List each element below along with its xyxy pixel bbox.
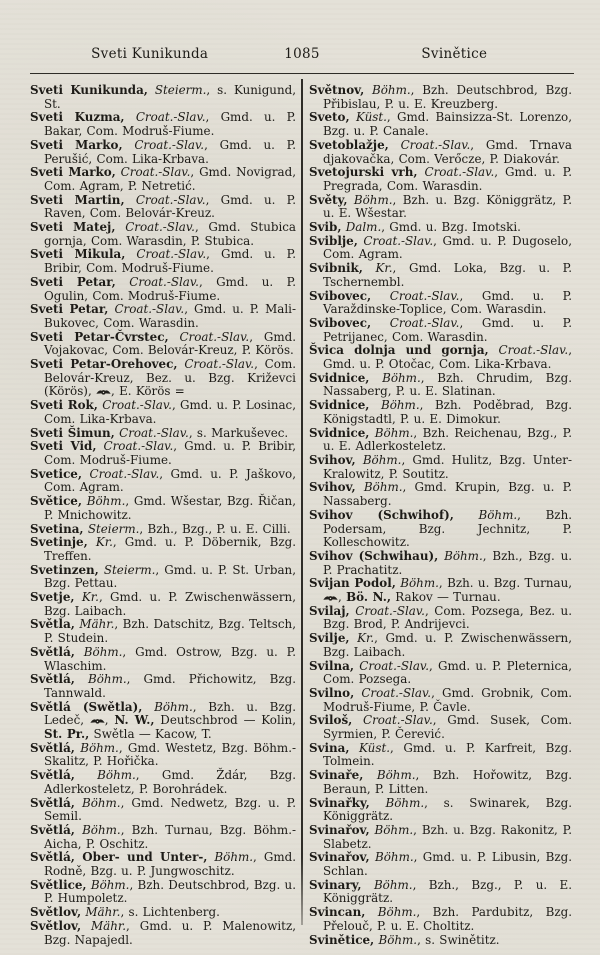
- gazetteer-entry: [30, 194, 296, 221]
- gazetteer-entry: [30, 248, 296, 275]
- entry-headword: Svilno,: [309, 685, 355, 700]
- entry-text: , Gmd. Wšestar, Bzg. Řičan, P. Mnichowitz.: [44, 494, 296, 522]
- entry-text: , Gmd. Bainsizza-St. Lorenzo, Bzg. u. P. Canale.: [323, 110, 572, 139]
- entry-region-abbr: Croat.-Slav.: [82, 466, 160, 481]
- entry-headword: Svihov,: [309, 480, 356, 495]
- entry-text: , Gmd. u. P. Losinac, Com. Lika-Krbava.: [44, 398, 297, 426]
- entry-region-abbr: Kr.: [362, 261, 393, 276]
- entry-region-abbr: Croat.-Slav.: [417, 165, 495, 180]
- entry-text: , Gmd. Přichowitz, Bzg. Tannwald.: [44, 672, 296, 700]
- entry-headword: Světlá,: [30, 768, 75, 783]
- right-column: [309, 84, 572, 947]
- gazetteer-entry: [309, 632, 572, 659]
- entry-text: Swětla — Kacow, T.: [89, 727, 212, 742]
- entry-headword: Světlá, Ober- und Unter-,: [30, 850, 208, 865]
- entry-headword: Svidnice,: [309, 398, 370, 413]
- gazetteer-entry: [309, 235, 572, 262]
- entry-headword: Sveti Kunikunda,: [30, 83, 148, 97]
- entry-text: , Bzh. Deutschbrod, Bzg. u. P. Humpoletz.: [44, 877, 296, 906]
- gazetteer-entry: [30, 427, 296, 441]
- entry-headword: Světice,: [30, 494, 83, 509]
- entry-text: , Gmd. u. P. Karfreit, Bzg. Tolmein.: [323, 740, 572, 769]
- entry-text: , Gmd. u. P. Raven, Com. Belovár-Kreuz.: [44, 192, 297, 221]
- entry-text: , s. Swinarek, Bzg. Königgrätz.: [323, 795, 572, 824]
- gazetteer-entry: [309, 454, 572, 481]
- entry-text: , Com. Belovár-Kreuz, Bez. u. Bzg. Križevci (Körös),: [44, 357, 296, 399]
- entry-text: , Bzh., Bzg., P. u. E. Königgrätz.: [323, 877, 572, 906]
- entry-headword: Sveti Marko,: [30, 165, 116, 180]
- entry-region-abbr: Böhm.: [74, 822, 121, 837]
- entry-region-abbr: Böhm.: [395, 576, 439, 591]
- gazetteer-entry: [309, 906, 572, 933]
- gazetteer-entry: [30, 618, 296, 645]
- entry-region-abbr: Böhm.: [355, 452, 402, 467]
- entry-region-abbr: Mähr.: [74, 617, 115, 632]
- entry-text: , s. Markuševec.: [188, 425, 289, 440]
- entry-headword: Sveti Matej,: [30, 220, 116, 235]
- entry-headword: Světla,: [30, 617, 75, 632]
- entry-region-abbr: Böhm.: [453, 507, 518, 522]
- entry-text: , Bzh. u. Bzg. Königgrätz, P. u. E. Wšestar.: [323, 192, 572, 221]
- gazetteer-entry: [309, 481, 572, 508]
- entry-region-abbr: Böhm.: [369, 822, 414, 837]
- entry-region-abbr: Croat.-Slav.: [124, 110, 206, 125]
- entry-text: , Gmd. u. P. Libusin, Bzg. Schlan.: [323, 850, 573, 879]
- entry-region-abbr: Croat.-Slav.: [108, 302, 185, 317]
- entry-headword: Sveti Martin,: [30, 192, 125, 207]
- entry-region-abbr: Kr.: [87, 535, 113, 550]
- entry-text: , Bzh., Bzg. u. P. Prachatitz.: [323, 548, 573, 577]
- entry-text: , Gmd. u. P. Perušić, Com. Lika-Krbava.: [44, 137, 297, 166]
- entry-text: , s. Kunigund, St.: [44, 83, 297, 111]
- entry-region-abbr: Croat.-Slav.: [114, 425, 189, 440]
- entry-headword: Světlá,: [30, 740, 75, 755]
- entry-text: , Bzh. Chrudim, Bzg. Nassaberg, P. u. E. Slatinan.: [323, 370, 573, 399]
- entry-headword: Sveti Marko,: [30, 137, 123, 152]
- gazetteer-entry: [309, 577, 572, 604]
- entry-headword: Svinětice,: [309, 932, 375, 947]
- entry-headword: Svinaře,: [309, 768, 364, 783]
- entry-region-abbr: Böhm.: [374, 932, 418, 947]
- gazetteer-entry: [309, 797, 572, 824]
- entry-headword: Světlá,: [30, 644, 75, 659]
- entry-headword: Svetojurski vrh,: [309, 165, 418, 180]
- gazetteer-entry: [309, 714, 572, 741]
- gazetteer-entry: [30, 673, 296, 700]
- entry-region-abbr: Croat.-Slav.: [371, 288, 460, 303]
- gazetteer-entry: [30, 742, 296, 769]
- entry-headword: Svinary,: [309, 877, 362, 892]
- entry-headword: Světy,: [309, 192, 348, 207]
- entry-region-abbr: Böhm.: [369, 370, 421, 385]
- gazetteer-entry: [30, 495, 296, 522]
- gazetteer-entry: [30, 276, 296, 303]
- entry-headword: Svina,: [309, 740, 350, 755]
- entry-region-abbr: Kr.: [74, 590, 99, 605]
- entry-region-abbr: Croat.-Slav.: [352, 713, 433, 728]
- entry-text: , Bzh. Turnau, Bzg. Böhm.-Aicha, P. Oschitz.: [44, 822, 296, 851]
- entry-text: , Bzh. u. Bzg. Turnau,: [438, 576, 573, 591]
- entry-region-abbr: Croat.-Slav.: [357, 233, 434, 248]
- column-divider: [301, 79, 303, 925]
- entry-headword: Svihov (Schwihof),: [309, 507, 454, 522]
- page-header: [30, 46, 574, 62]
- gazetteer-entry: [309, 262, 572, 289]
- entry-region-abbr: Croat.-Slav.: [115, 165, 191, 180]
- entry-text: , Gmd. Westetz, Bzg. Böhm.-Skalitz, P. Hořička.: [44, 740, 296, 769]
- entry-text: , Bzh. Deutschbrod, Bzg. Přibislau, P. u. E. Kreuzberg.: [323, 83, 572, 111]
- entry-headword: Svibovec,: [309, 315, 372, 330]
- page-number: 1085: [284, 46, 320, 62]
- entry-region-abbr: Croat.-Slav.: [124, 192, 206, 207]
- entry-text: ,: [338, 590, 347, 605]
- entry-region-abbr: Küst.: [349, 110, 387, 125]
- gazetteer-entry: [30, 591, 296, 618]
- gazetteer-entry: [309, 660, 572, 687]
- gazetteer-entry: [30, 221, 296, 248]
- gazetteer-entry: [30, 523, 296, 537]
- entry-headword: Sviblje,: [309, 233, 358, 248]
- gazetteer-entry: [309, 687, 572, 714]
- gazetteer-entry: [309, 742, 572, 769]
- gazetteer-entry: [30, 646, 296, 673]
- entry-headword: Sveti Kuzma,: [30, 110, 125, 125]
- entry-region-abbr: Croat.-Slav.: [122, 137, 205, 152]
- entry-headword: Svinařov,: [309, 850, 370, 865]
- entry-text: , Bzh. Reichenau, Bzg., P. u. E. Adlerkosteletz.: [323, 425, 572, 454]
- gazetteer-entry: [309, 769, 572, 796]
- entry-headword: St. Pr.,: [44, 727, 90, 742]
- entry-headword: Svincan,: [309, 905, 366, 920]
- gazetteer-entry: [309, 344, 572, 371]
- entry-region-abbr: Croat.-Slav.: [488, 343, 569, 358]
- gazetteer-entry: [309, 605, 572, 632]
- entry-region-abbr: Dalm.: [341, 220, 382, 235]
- entry-text: , Gmd. u. P. Malenowitz, Bzg. Napajedl.: [44, 918, 296, 947]
- entry-headword: Světlice,: [30, 877, 87, 892]
- gazetteer-entry: [30, 769, 296, 796]
- entry-text: , Gmd. u. P. Pregrada, Com. Warasdin.: [323, 165, 573, 193]
- railway-winged-wheel-icon: [90, 717, 105, 725]
- entry-region-abbr: Böhm.: [347, 192, 393, 207]
- entry-region-abbr: Böhm.: [369, 398, 420, 413]
- gazetteer-entry: [30, 303, 296, 330]
- entry-text: Rakov — Turnau.: [391, 590, 501, 605]
- entry-text: , Gmd. u. P. Mali-Bukovec, Com. Warasdin.: [44, 302, 296, 330]
- entry-region-abbr: Steierm.: [147, 83, 207, 97]
- entry-text: , Gmd. u. P. Petrijanec, Com. Warasdin.: [323, 315, 572, 344]
- gazetteer-entry: [309, 372, 572, 399]
- gazetteer-entry: [309, 139, 572, 166]
- entry-region-abbr: Böhm.: [365, 905, 417, 920]
- entry-region-abbr: Böhm.: [74, 740, 119, 755]
- entry-region-abbr: Böhm.: [74, 644, 123, 659]
- entry-headword: N. W.,: [114, 713, 155, 728]
- entry-text: , Bzh. Hořowitz, Bzg. Beraun, P. Litten.: [323, 768, 572, 796]
- entry-region-abbr: Croat.-Slav.: [354, 658, 429, 673]
- entry-text: , Gmd. u. P. Ogulin, Com. Modruš-Fiume.: [44, 274, 297, 303]
- entry-text: , Bzh. Datschitz, Bzg. Teltsch, P. Studein.: [44, 617, 296, 646]
- entry-region-abbr: Croat.-Slav.: [388, 137, 471, 152]
- entry-region-abbr: Böhm.: [142, 699, 193, 714]
- gazetteer-entry: [309, 290, 572, 317]
- entry-text: , Com. Pozsega, Bez. u. Bzg. Brod, P. Andrijevci.: [323, 603, 572, 632]
- entry-region-abbr: Steierm.: [83, 521, 140, 536]
- entry-headword: Svetinje,: [30, 535, 88, 550]
- entry-text: , s. Lichtenberg.: [120, 905, 220, 920]
- gazetteer-entry: [30, 166, 296, 193]
- entry-headword: Svetina,: [30, 521, 84, 536]
- entry-text: , Gmd. u. P. Varaždinske-Toplice, Com. Warasdin.: [323, 288, 572, 317]
- gazetteer-entry: [309, 221, 572, 235]
- entry-region-abbr: Mähr.: [81, 918, 127, 933]
- entry-headword: Světlá (Swětla),: [30, 699, 143, 714]
- entry-text: , E. Körös =: [111, 384, 185, 399]
- entry-text: , Gmd. Vojakovac, Com. Belovár-Kreuz, P. Körös.: [44, 329, 296, 358]
- gazetteer-entry: [309, 84, 572, 111]
- gazetteer-entry: [30, 358, 296, 399]
- entry-region-abbr: Böhm.: [86, 877, 130, 892]
- gazetteer-entry: [30, 797, 296, 824]
- gazetteer-entry: [30, 920, 296, 947]
- entry-text: , Gmd. u. P. Zwischenwässern, Bzg. Laibach.: [44, 590, 296, 618]
- entry-text: , Gmd. Stubica gornja, Com. Warasdin, P. Stubica.: [44, 220, 297, 248]
- entry-text: , Gmd. u. P. Döbernik, Bzg. Treffen.: [44, 535, 296, 563]
- entry-text: , Gmd. Ostrow, Bzg. u. P. Wlaschim.: [44, 644, 297, 673]
- entry-region-abbr: Croat.-Slav.: [371, 315, 460, 330]
- gazetteer-entry: [30, 440, 296, 467]
- left-column: [30, 84, 296, 947]
- entry-headword: Sveti Vid,: [30, 439, 97, 454]
- entry-text: ,: [104, 713, 115, 728]
- entry-region-abbr: Böhm.: [363, 768, 416, 783]
- entry-region-abbr: Böhm.: [361, 877, 413, 892]
- entry-text: , Gmd. u. P. Otočac, Com. Lika-Krbava.: [323, 343, 572, 372]
- gazetteer-entry: [30, 701, 296, 742]
- gazetteer-entry: [309, 111, 572, 138]
- entry-text: , s. Swinětitz.: [417, 932, 500, 947]
- entry-text: , Gmd. u. P. Bribir, Com. Modruš-Fiume.: [44, 247, 296, 276]
- entry-headword: Světlá,: [30, 672, 75, 687]
- entry-headword: Svetinzen,: [30, 562, 99, 577]
- running-head-right: Svinětice: [421, 46, 488, 62]
- entry-region-abbr: Böhm.: [74, 768, 136, 783]
- railway-winged-wheel-icon: [96, 388, 111, 396]
- entry-text: , Gmd. Susek, Com. Syrmien, P. Čerević.: [323, 713, 572, 742]
- entry-region-abbr: Croat.-Slav.: [125, 247, 207, 262]
- entry-text: , Gmd. u. Bzg. Imotski.: [381, 220, 521, 235]
- gazetteer-entry: [30, 906, 296, 920]
- gazetteer-entry: [30, 399, 296, 426]
- entry-region-abbr: Croat.-Slav.: [349, 603, 425, 618]
- entry-text: , Gmd. Ždár, Bzg. Adlerkosteletz, P. Borohrádek.: [44, 768, 297, 796]
- entry-headword: Svidnice,: [309, 425, 370, 440]
- gazetteer-entry: [30, 468, 296, 495]
- entry-headword: Svinařky,: [309, 795, 370, 810]
- entry-region-abbr: Croat.-Slav.: [115, 220, 195, 235]
- entry-text: , Gmd. Nedwetz, Bzg. u. P. Semil.: [44, 795, 297, 824]
- gazetteer-entry: [30, 564, 296, 591]
- entry-text: , Gmd. Loka, Bzg. u. P. Tschernembl.: [323, 261, 572, 289]
- entry-headword: Sveti Petar,: [30, 274, 116, 289]
- entry-region-abbr: Böhm.: [207, 850, 254, 865]
- railway-winged-wheel-icon: [323, 594, 338, 602]
- entry-headword: Sveti Petar-Čvrstec,: [30, 329, 169, 344]
- entry-region-abbr: Mähr.: [81, 905, 121, 920]
- gazetteer-entry: [30, 111, 296, 138]
- entry-region-abbr: Croat.-Slav.: [168, 329, 250, 344]
- gazetteer-entry: [309, 399, 572, 426]
- entry-headword: Světlov,: [30, 905, 82, 920]
- entry-text: , Gmd. u. P. St. Urban, Bzg. Pettau.: [44, 562, 296, 591]
- header-rule: [30, 73, 574, 74]
- gazetteer-entry: [30, 824, 296, 851]
- entry-headword: Svidnice,: [309, 370, 370, 385]
- entry-region-abbr: Croat.-Slav.: [177, 357, 255, 372]
- gazetteer-entry: [30, 331, 296, 358]
- gazetteer-entry: [30, 851, 296, 878]
- entry-region-abbr: Croat.-Slav.: [354, 685, 432, 700]
- entry-headword: Svihov (Schwihau),: [309, 548, 439, 563]
- entry-headword: Svilje,: [309, 631, 350, 646]
- gazetteer-entry: [30, 536, 296, 563]
- entry-headword: Sveti Petar-Orehovec,: [30, 357, 178, 372]
- entry-headword: Svilaj,: [309, 603, 350, 618]
- entry-text: , Gmd. u. P. Jaškovo, Com. Agram.: [44, 466, 296, 495]
- entry-headword: Světlá,: [30, 795, 75, 810]
- entry-text: , Gmd. u. P. Bakar, Com. Modruš-Fiume.: [44, 110, 297, 139]
- entry-text: , Gmd. Rodně, Bzg. u. P. Jungwoschitz.: [44, 850, 296, 879]
- gazetteer-entry: [309, 934, 572, 948]
- entry-text: , Bzh. u. Bzg. Ledeč,: [44, 699, 296, 728]
- gazetteer-entry: [30, 879, 296, 906]
- entry-headword: Svilna,: [309, 658, 355, 673]
- entry-text: , Gmd. Hulitz, Bzg. Unter-Kralowitz, P. Soutitz.: [323, 452, 572, 481]
- entry-text: , Gmd. Grobnik, Com. Modruš-Fiume, P. Čavle.: [323, 685, 572, 714]
- entry-headword: Svetoblažje,: [309, 137, 389, 152]
- gazetteer-entry: [309, 879, 572, 906]
- entry-text: , Gmd. u. P. Pleternica, Com. Pozsega.: [323, 658, 572, 687]
- entry-text: , Bzh., Bzg., P. u. E. Cilli.: [139, 521, 291, 536]
- entry-region-abbr: Croat.-Slav.: [115, 274, 199, 289]
- entry-text: , Bzh. Pardubitz, Bzg. Přelouč, P. u. E. Choltitz.: [323, 905, 573, 933]
- gazetteer-entry: [30, 84, 296, 111]
- entry-region-abbr: Küst.: [349, 740, 390, 755]
- gazetteer-entry: [309, 824, 572, 851]
- entry-region-abbr: Böhm.: [369, 425, 414, 440]
- entry-region-abbr: Böhm.: [82, 494, 126, 509]
- entry-text: , Bzh. Poděbrad, Bzg. Königstadtl, P. u. E. Dimokur.: [323, 398, 572, 426]
- entry-text: , Gmd. Trnava djakovačka, Com. Verőcze, P. Diakovár.: [323, 137, 572, 166]
- gazetteer-entry: [309, 509, 572, 550]
- gazetteer-entry: [309, 166, 572, 193]
- entry-headword: Sveti Mikula,: [30, 247, 126, 262]
- gazetteer-entry: [309, 427, 572, 454]
- entry-headword: Sveti Šimun,: [30, 425, 115, 440]
- entry-region-abbr: Kr.: [349, 631, 375, 646]
- entry-region-abbr: Croat.-Slav.: [97, 398, 172, 413]
- entry-text: , Bzh. Podersam, Bzg. Jechnitz, P. Kolleschowitz.: [323, 507, 573, 550]
- entry-headword: Svihov,: [309, 452, 356, 467]
- entry-text: , Gmd. u. P. Zwischenwässern, Bzg. Laibach.: [323, 631, 572, 659]
- entry-text: , Gmd. Krupin, Bzg. u. P. Nassaberg.: [323, 480, 572, 509]
- entry-headword: Sviloš,: [309, 713, 353, 728]
- entry-text: Deutschbrod — Kolin,: [154, 713, 296, 728]
- gazetteer-entry: [309, 317, 572, 344]
- entry-region-abbr: Böhm.: [74, 795, 121, 810]
- entry-region-abbr: Böhm.: [369, 850, 414, 865]
- entry-headword: Sveti Petar,: [30, 302, 109, 317]
- entry-headword: Svetje,: [30, 590, 75, 605]
- gazetteer-entry: [30, 139, 296, 166]
- entry-headword: Svib,: [309, 220, 342, 235]
- entry-text: , Gmd. u. P. Dugoselo, Com. Agram.: [323, 233, 572, 262]
- entry-text: , Bzh. u. Bzg. Rakonitz, P. Slabetz.: [323, 822, 572, 851]
- entry-region-abbr: Böhm.: [369, 795, 425, 810]
- entry-headword: Svibovec,: [309, 288, 372, 303]
- gazetteer-entry: [309, 194, 572, 221]
- gazetteer-entry: [309, 851, 572, 878]
- entry-headword: Svijan Podol,: [309, 576, 396, 591]
- entry-headword: Svetice,: [30, 466, 83, 481]
- entry-headword: Svibnik,: [309, 261, 363, 276]
- entry-region-abbr: Böhm.: [74, 672, 127, 687]
- entry-region-abbr: Böhm.: [355, 480, 403, 495]
- entry-headword: Švica dolnja und gornja,: [309, 343, 489, 358]
- entry-region-abbr: Croat.-Slav.: [96, 439, 174, 454]
- entry-text: , Gmd. u. P. Bribir, Com. Modruš-Fiume.: [44, 439, 296, 467]
- entry-headword: Světlov,: [30, 918, 82, 933]
- entry-headword: Světnov,: [309, 83, 365, 97]
- entry-region-abbr: Böhm.: [438, 548, 483, 563]
- entry-headword: Sveti Rok,: [30, 398, 98, 413]
- running-head-left: Sveti Kunikunda: [91, 46, 209, 62]
- entry-text: , Gmd. Novigrad, Com. Agram, P. Netretić.: [44, 165, 296, 193]
- entry-region-abbr: Böhm.: [364, 83, 411, 97]
- entry-headword: Svinařov,: [309, 822, 370, 837]
- entry-headword: Sveto,: [309, 110, 350, 125]
- gazetteer-entry: [309, 550, 572, 577]
- entry-region-abbr: Steierm.: [98, 562, 156, 577]
- entry-headword: Světlá,: [30, 822, 75, 837]
- entry-headword: Bö. N.,: [346, 590, 392, 605]
